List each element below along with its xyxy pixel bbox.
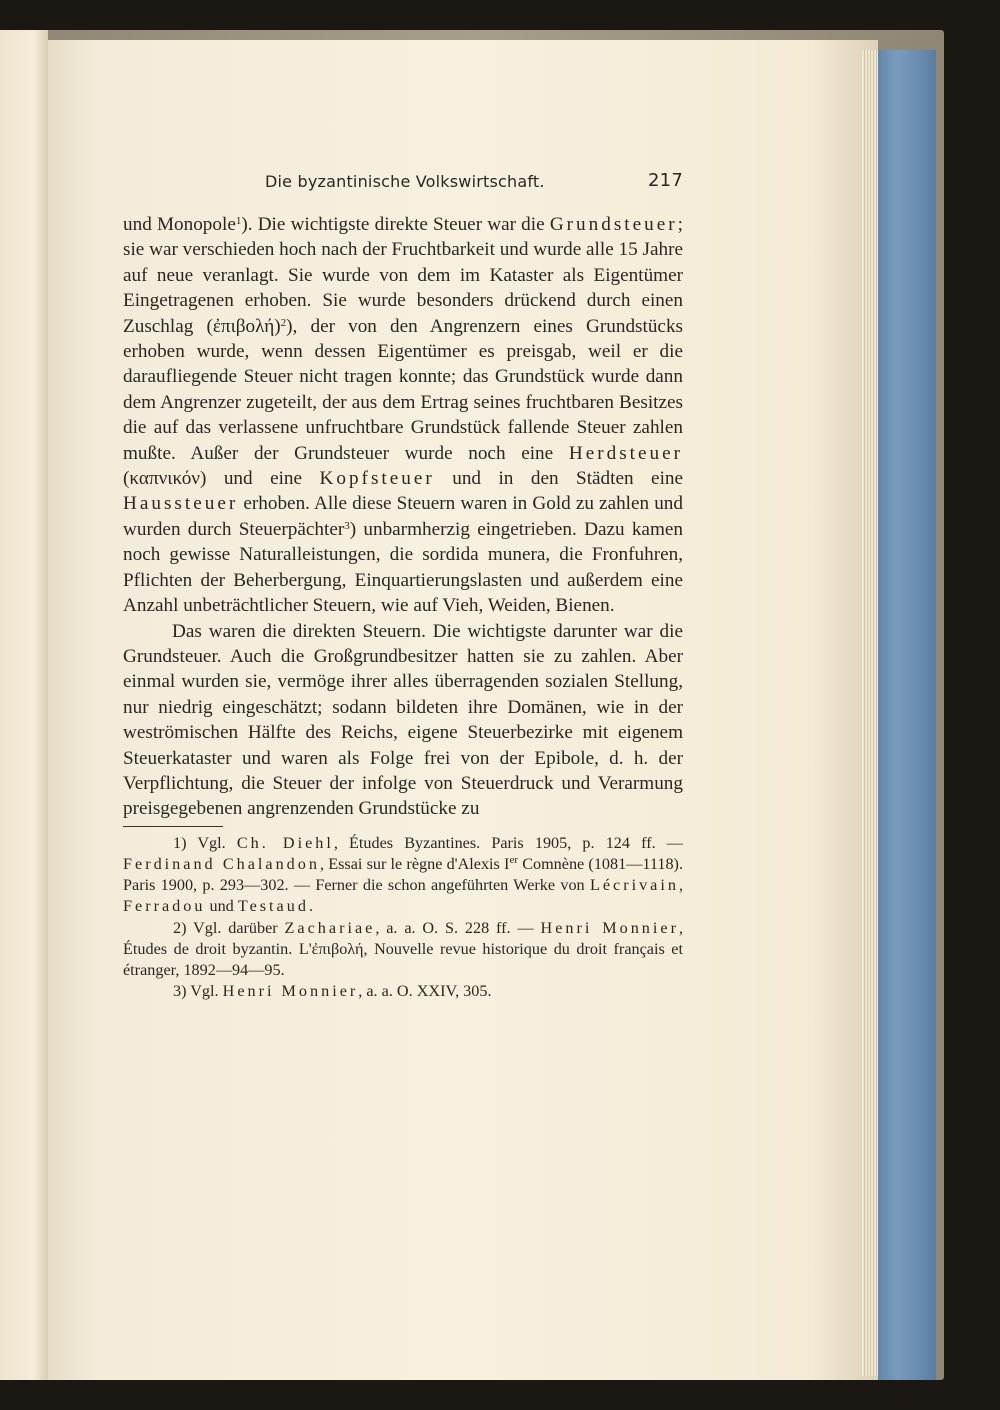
author-name: Zachariae	[284, 918, 376, 937]
text-run: (καπνικόν) und eine	[123, 468, 303, 490]
text-run: , Essai sur le règne d'Alexis I	[319, 854, 510, 873]
footnotes	[123, 833, 683, 1003]
text-run: ,	[678, 876, 683, 895]
running-header	[123, 166, 683, 200]
text-run: 3) Vgl.	[173, 982, 219, 1001]
author-name: Lécrivain	[589, 876, 679, 895]
cover-edge	[876, 50, 936, 1380]
page-stack	[862, 50, 878, 1376]
author-name: Henri Monnier	[540, 918, 679, 937]
text-run: erhoben. Alle diese Steuern waren in Gold zu zahlen und wurden durch Steuerpächter	[123, 493, 683, 540]
spaced-term: Haussteuer	[123, 493, 239, 515]
footnote-2	[123, 918, 683, 982]
footnote-ref: 1	[235, 215, 242, 227]
author-name: Testaud	[237, 897, 309, 916]
text-run: , a. a. O. S. 228 ff. —	[375, 918, 534, 937]
text-run: ; sie war verschieden hoch nach der Fruchtbarkeit und wurde alle 15 Jahre auf neue veranlagt. Sie wurde von dem im Kataster als Eigentümer Eingetragenen erhoben. Sie wurde besonders drückend durch einen Zuschlag (ἐπιβολή)	[123, 214, 683, 337]
text-run: , Études de droit byzantin. L'ἐπιβολή, Nouvelle revue historique du droit français et étranger, 1892—94—95.	[123, 918, 684, 979]
text-run: 2) Vgl. darüber	[173, 918, 278, 937]
paragraph	[123, 212, 683, 619]
author-name: Ch. Diehl	[236, 833, 334, 852]
body-text	[123, 212, 683, 822]
running-title: Die byzantinische Volkswirtschaft.	[265, 172, 545, 191]
author-name: Ferdinand Chalandon	[123, 854, 320, 873]
footnote-1	[123, 833, 683, 918]
paragraph: Das waren die direkten Steuern. Die wichtigste darunter war die Grundsteuer. Auch die Großgrundbesitzer hatten sie zu zahlen. Aber einmal wurden sie, vermöge ihrer alles überragenden sozialen Stellung, nur niedrig eingeschätzt; sodann bildeten ihre Domänen, wie in der weströmischen Hälfte des Reichs, eigene Steuerbezirke mit eigenem Steuerkataster und waren als Folge frei von der Epibole, d. h. der Verpflichtung, die Steuer der infolge von Steuerdruck und Verarmung preisgegebenen angrenzenden Grundstücke zu	[123, 620, 683, 820]
left-page-edge	[0, 30, 48, 1380]
footnote-rule	[123, 826, 223, 827]
footnote-ref: 3	[344, 519, 350, 532]
author-name: Ferradou	[123, 897, 206, 916]
footnote-ref: 2	[280, 316, 287, 329]
superscript: er	[509, 853, 518, 866]
spaced-term: Grundsteuer	[549, 214, 678, 235]
text-run: und	[209, 897, 234, 916]
author-name: Henri Monnier	[222, 982, 359, 1001]
text-run: 1) Vgl.	[173, 833, 226, 852]
text-run: ) unbarmherzig eingetrieben. Dazu kamen noch gewisse Naturalleistungen, die sordida munera, die Fronfuhren, Pflichten der Beherbergung, Einquartierungslasten und außerdem eine Anzahl unbeträchtlicher Steuern, wie auf Vieh, Weiden, Bienen.	[123, 518, 683, 617]
text-run: , Études Byzantines. Paris 1905, p. 124 ff. —	[333, 833, 683, 852]
page-content	[123, 166, 683, 1002]
text-run: .	[308, 897, 313, 916]
text-run: und in den Städten eine	[452, 468, 684, 490]
text-run: und Monopole	[123, 214, 236, 235]
text-run: ). Die wichtigste direkte Steuer war die	[241, 214, 545, 235]
spaced-term: Herdsteuer	[568, 442, 684, 464]
spaced-term: Kopfsteuer	[319, 468, 435, 490]
footnote-3	[123, 981, 683, 1002]
text-run: , a. a. O. XXIV, 305.	[358, 982, 492, 1001]
text-run: Comnène (1081—1118). Paris 1900, p. 293—302. — Ferner die schon angeführten Werke von	[123, 854, 683, 895]
text-run: ), der von den Angrenzern eines Grundstücks erhoben wurde, wenn dessen Eigentümer es preisgab, weil er die daraufliegende Steuer nicht tragen konnte; das Grundstück wurde dann dem Angrenzer zugeteilt, der aus dem Ertrag seines fruchtbaren Besitzes die auf das verlassene unfruchtbare Grundstück fallende Steuer zahlen mußte. Außer der Grundsteuer wurde noch eine	[123, 315, 684, 464]
page-number: 217	[648, 170, 683, 191]
